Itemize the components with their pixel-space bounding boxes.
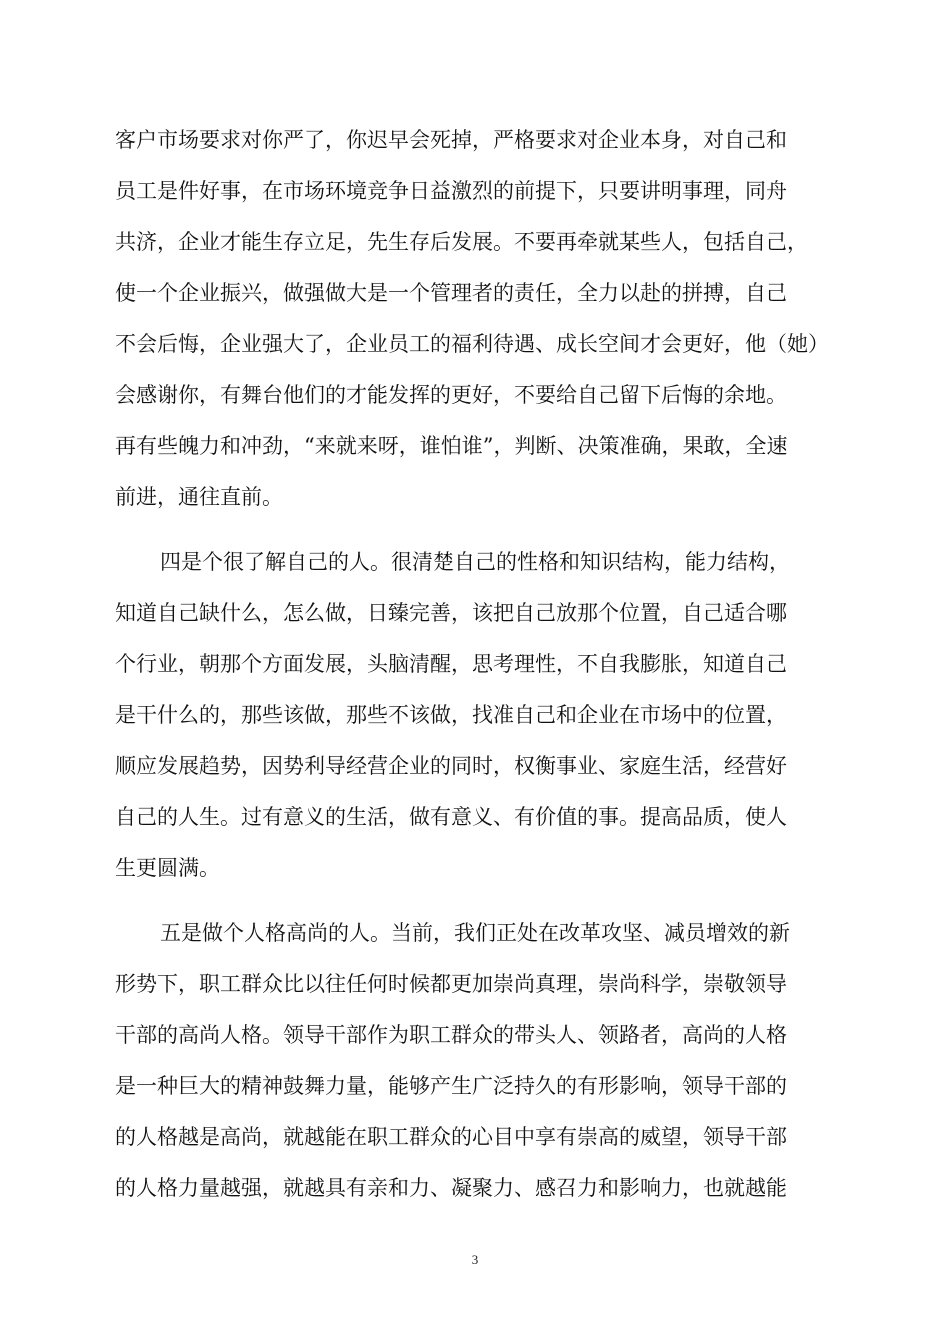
text-line: 共济，企业才能生存立足，先生存后发展。不要再牵就某些人，包括自己，	[115, 230, 808, 254]
text-line: 的人格力量越强，就越具有亲和力、凝聚力、感召力和影响力，也就越能	[115, 1176, 787, 1200]
text-line: 生更圆满。	[115, 856, 220, 880]
text-line: 员工是件好事，在市场环境竞争日益激烈的前提下，只要讲明事理，同舟	[115, 179, 787, 203]
text-line: 四是个很了解自己的人。很清楚自己的性格和知识结构，能力结构，	[160, 550, 790, 574]
text-line: 的人格越是高尚，就越能在职工群众的心目中享有崇高的威望，领导干部	[115, 1125, 787, 1149]
text-line: 自己的人生。过有意义的生活，做有意义、有价值的事。提高品质，使人	[115, 805, 787, 829]
text-line: 客户市场要求对你严了，你迟早会死掉，严格要求对企业本身，对自己和	[115, 128, 787, 152]
text-line: 会感谢你，有舞台他们的才能发挥的更好，不要给自己留下后悔的余地。	[115, 383, 787, 407]
text-line: 是一种巨大的精神鼓舞力量，能够产生广泛持久的有形影响，领导干部的	[115, 1074, 787, 1098]
text-line: 干部的高尚人格。领导干部作为职工群众的带头人、领路者，高尚的人格	[115, 1023, 787, 1047]
text-line: 是干什么的，那些该做，那些不该做，找准自己和企业在市场中的位置，	[115, 703, 787, 727]
page-number: 3	[471, 1252, 479, 1267]
text-line: 前进，通往直前。	[115, 485, 283, 509]
text-line: 形势下，职工群众比以往任何时候都更加崇尚真理，崇尚科学，崇敬领导	[115, 972, 787, 996]
text-line: 顺应发展趋势，因势利导经营企业的同时，权衡事业、家庭生活，经营好	[115, 754, 787, 778]
text-line: 再有些魄力和冲劲，“来就来呀，谁怕谁”，判断、决策准确，果敢，全速	[115, 434, 788, 458]
text-line: 不会后悔，企业强大了，企业员工的福利待遇、成长空间才会更好，他（她）	[115, 332, 829, 356]
text-line: 知道自己缺什么，怎么做，日臻完善，该把自己放那个位置，自己适合哪	[115, 601, 787, 625]
text-line: 使一个企业振兴，做强做大是一个管理者的责任，全力以赴的拼搏，自己	[115, 281, 787, 305]
text-line: 五是做个人格高尚的人。当前，我们正处在改革攻坚、减员增效的新	[160, 921, 790, 945]
text-line: 个行业，朝那个方面发展，头脑清醒，思考理性，不自我膨胀，知道自己	[115, 652, 787, 676]
